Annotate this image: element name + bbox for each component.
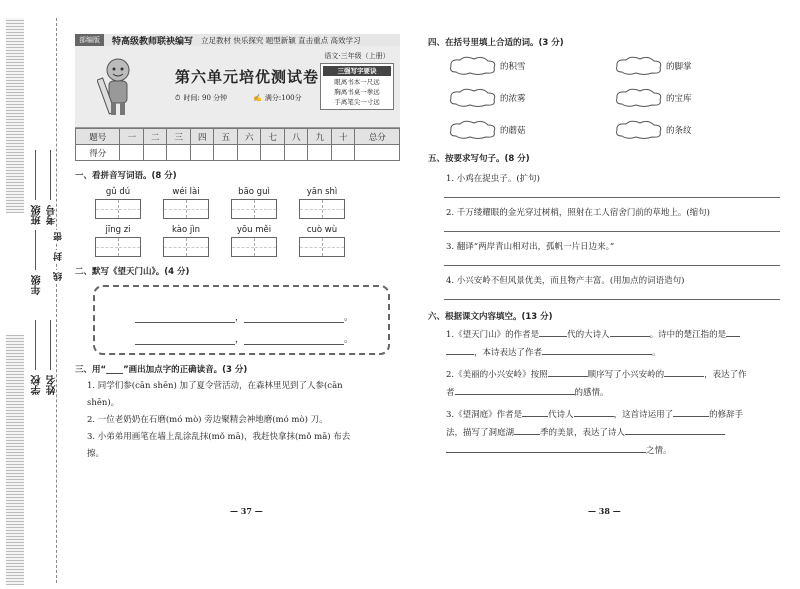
question-1-title: 一、看拼音写词语。(8 分) xyxy=(75,171,177,181)
writing-grid[interactable] xyxy=(163,237,209,257)
score-input[interactable] xyxy=(190,145,214,161)
answer-line[interactable] xyxy=(444,184,780,198)
line-grade xyxy=(35,230,36,270)
score-cell: 三 xyxy=(167,129,191,145)
score-cell: 四 xyxy=(190,129,214,145)
line-school xyxy=(35,320,36,370)
motto-box xyxy=(320,63,394,110)
slogan-text: 立足教材 快乐探究 题型新颖 直击重点 高效学习 xyxy=(201,35,361,45)
cloud-text: 的浓雾 xyxy=(500,94,526,104)
cloud-item[interactable] xyxy=(448,56,614,76)
left-page xyxy=(75,34,400,463)
q6-item-2: 2.《美丽的小兴安岭》按照 顺序写了小兴安岭的 ，表达了作 者 的感情。 xyxy=(446,366,780,402)
q3-item: 2. 一位老奶奶在石磨(mó mò) 旁边聚精会神地磨(mó mò) 刀。 xyxy=(87,415,328,425)
blank[interactable] xyxy=(446,443,646,453)
test-title: 第六单元培优测试卷 xyxy=(175,68,320,86)
score-input[interactable] xyxy=(214,145,238,161)
seal-xian: 线 xyxy=(54,272,64,281)
line-name xyxy=(50,320,51,370)
test-meta xyxy=(175,93,302,103)
motto-line: 手离笔尖一寸远 xyxy=(334,98,380,106)
pinyin-text: kào jìn xyxy=(172,225,200,235)
score-input[interactable] xyxy=(308,145,332,161)
cloud-bubble-icon xyxy=(614,88,664,108)
blank[interactable] xyxy=(673,407,709,417)
score-input[interactable] xyxy=(355,145,400,161)
blank[interactable] xyxy=(548,367,588,377)
blank[interactable] xyxy=(664,367,704,377)
pinyin-item xyxy=(231,187,277,219)
pinyin-row-2 xyxy=(95,225,400,257)
blank[interactable] xyxy=(625,425,725,435)
q3-item: 3. 小弟弟用画笔在墙上乱涂乱抹(mǒ mā)，我赶快拿抹(mǒ mā) 布去 xyxy=(87,432,351,442)
cloud-bubble-icon xyxy=(614,56,664,76)
answer-line[interactable] xyxy=(444,252,780,266)
score-input[interactable] xyxy=(261,145,285,161)
score-input[interactable] xyxy=(167,145,191,161)
label-exam-no: 考号 xyxy=(47,205,58,225)
q6-item-3: 3.《望洞庭》作者是 代诗人 ，这首诗运用了 的修辞手 法，描写了洞庭湖 季的美景，表达了诗人 之情。 xyxy=(446,406,780,460)
question-6-title: 六、根据课文内容填空。(13 分) xyxy=(428,312,553,322)
writing-grid[interactable] xyxy=(95,237,141,257)
score-cell: 十 xyxy=(331,129,355,145)
label-school: 学校 xyxy=(32,375,43,395)
motto-line: 眼离书本一尺远 xyxy=(334,78,380,86)
writing-grid[interactable] xyxy=(95,199,141,219)
writing-grid[interactable] xyxy=(163,199,209,219)
page-number-37: — 37 — xyxy=(230,506,263,516)
blank[interactable] xyxy=(455,385,575,395)
label-name: 姓名 xyxy=(47,375,58,395)
blank[interactable] xyxy=(610,327,650,337)
score-input[interactable] xyxy=(331,145,355,161)
motto-line: 胸离书桌一拳远 xyxy=(334,88,380,96)
score-cell: 一 xyxy=(120,129,144,145)
cloud-grid xyxy=(448,56,780,140)
q5-item: 4. 小兴安岭不但风景优美，而且物产丰富。(用加点的词语造句) xyxy=(446,276,685,286)
score-table xyxy=(75,128,400,161)
cloud-text: 的条纹 xyxy=(666,126,692,136)
seal-feng: 封 xyxy=(54,252,64,261)
cloud-item[interactable] xyxy=(448,88,614,108)
pinyin-item xyxy=(95,187,141,219)
cloud-text: 的积雪 xyxy=(500,62,526,72)
line-exam-no xyxy=(50,150,51,200)
writing-grid[interactable] xyxy=(231,237,277,257)
writing-grid[interactable] xyxy=(231,199,277,219)
pinyin-item xyxy=(163,225,209,257)
blank[interactable] xyxy=(539,327,567,337)
q5-item: 1. 小鸡在捉虫子。(扩句) xyxy=(446,174,540,184)
page-number-38: — 38 — xyxy=(588,506,621,516)
cloud-text: 的蘑菇 xyxy=(500,126,526,136)
score-input[interactable] xyxy=(143,145,167,161)
poem-box xyxy=(93,285,390,355)
blank[interactable] xyxy=(446,345,474,355)
question-3-title: 三、用“____”画出加点字的正确读音。(3 分) xyxy=(75,365,248,375)
test-header xyxy=(75,46,400,128)
brand-text: 特高级教师联袂编写 xyxy=(112,36,194,47)
pinyin-text: yān shì xyxy=(306,187,338,197)
pinyin-text: yōu měi xyxy=(236,225,272,235)
score-header-row xyxy=(76,129,400,145)
score-cell: 七 xyxy=(261,129,285,145)
cloud-item[interactable] xyxy=(614,88,780,108)
score-input[interactable] xyxy=(120,145,144,161)
q6-item-1: 1.《望天门山》的作者是 代的大诗人 。诗中的楚江指的是 ，本诗表达了作者 。 xyxy=(446,326,780,362)
blank[interactable] xyxy=(574,407,614,417)
margin-hatch-bottom xyxy=(6,335,24,585)
pinyin-text: jīng zi xyxy=(105,225,131,235)
blank[interactable] xyxy=(522,407,548,417)
time-info: ⏱ 时间: 90 分钟 xyxy=(175,93,228,102)
grade-label: 语文·三年级（上册） xyxy=(324,52,390,60)
cloud-bubble-icon xyxy=(614,120,664,140)
q3-item: 1. 同学们参(cān shēn) 加了夏令营活动，在森林里见到了人参(cān xyxy=(87,381,343,391)
score-input[interactable] xyxy=(237,145,261,161)
cut-line xyxy=(56,18,57,583)
seal-mi: 密 xyxy=(54,232,64,241)
score-cell: 六 xyxy=(237,129,261,145)
poem-line[interactable]: ， 。 xyxy=(135,323,388,345)
score-cell: 二 xyxy=(143,129,167,145)
score-cell: 总分 xyxy=(355,129,400,145)
cloud-item[interactable] xyxy=(448,120,614,140)
score-cell: 题号 xyxy=(76,129,120,145)
binding-margin xyxy=(0,0,75,589)
edition-tag: 部编版 xyxy=(75,34,104,46)
cloud-item[interactable] xyxy=(614,120,780,140)
pinyin-item xyxy=(299,187,345,219)
pinyin-text: cuò wù xyxy=(306,225,338,235)
question-5-title: 五、按要求写句子。(8 分) xyxy=(428,154,530,164)
pinyin-item xyxy=(231,225,277,257)
hand-icon: ✍ xyxy=(253,94,262,102)
score-cell: 五 xyxy=(214,129,238,145)
blank[interactable] xyxy=(514,425,540,435)
blank[interactable] xyxy=(542,345,652,355)
grade-box xyxy=(320,51,394,110)
cloud-bubble-icon xyxy=(448,120,498,140)
pinyin-item xyxy=(299,225,345,257)
score-info: ✍ 满分:100分 xyxy=(253,94,302,102)
answer-line[interactable] xyxy=(444,286,780,300)
q5-item: 2. 千万缕耀眼的金光穿过树梢，照射在工人宿舍门前的草地上。(缩句) xyxy=(446,208,710,218)
pinyin-text: gǔ dú xyxy=(105,187,131,197)
blank[interactable] xyxy=(726,327,740,337)
score-cell: 八 xyxy=(284,129,308,145)
question-4-title: 四、在括号里填上合适的词。(3 分) xyxy=(428,38,564,48)
pinyin-row-1 xyxy=(95,187,400,219)
q3-item: 擦。 xyxy=(87,449,105,459)
cloud-text: 的宝库 xyxy=(666,94,692,104)
line-class xyxy=(35,150,36,200)
score-value-row xyxy=(76,145,400,161)
pinyin-text: wéi lài xyxy=(172,187,200,197)
score-cell: 得分 xyxy=(76,145,120,161)
q3-item: shēn)。 xyxy=(87,398,120,408)
banner xyxy=(75,34,400,46)
mascot-pencil-icon xyxy=(97,56,139,118)
cloud-bubble-icon xyxy=(448,88,498,108)
right-page xyxy=(428,34,780,460)
q5-item: 3. 翻译“两岸青山相对出，孤帆一片日边来。” xyxy=(446,242,615,252)
score-cell: 九 xyxy=(308,129,332,145)
writing-grid[interactable] xyxy=(299,199,345,219)
cloud-bubble-icon xyxy=(448,56,498,76)
cloud-text: 的脚掌 xyxy=(666,62,692,72)
pinyin-item xyxy=(163,187,209,219)
score-input[interactable] xyxy=(284,145,308,161)
question-2-title: 二、默写《望天门山》。(4 分) xyxy=(75,267,190,277)
margin-hatch-top xyxy=(6,18,24,213)
label-class: 班级 xyxy=(32,205,43,225)
pinyin-item xyxy=(95,225,141,257)
poem-line[interactable]: ， 。 xyxy=(135,301,388,323)
cloud-item[interactable] xyxy=(614,56,780,76)
pinyin-text: bāo guì xyxy=(238,187,270,197)
motto-head: 三强写字要诀 xyxy=(323,66,391,76)
clock-icon: ⏱ xyxy=(175,93,181,102)
answer-line[interactable] xyxy=(444,218,780,232)
writing-grid[interactable] xyxy=(299,237,345,257)
label-grade: 年级 xyxy=(32,275,43,295)
